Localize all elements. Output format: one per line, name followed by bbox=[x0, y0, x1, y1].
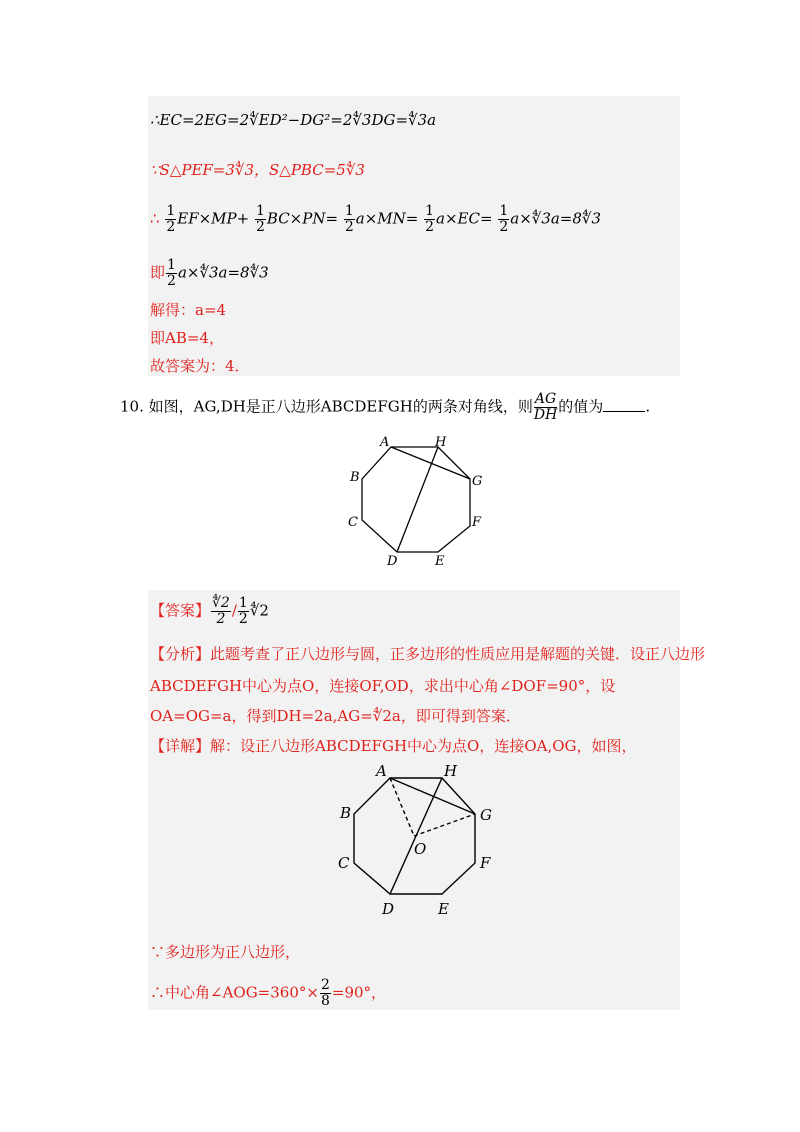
question-text: 如图，AG,DH是正八边形ABCDEFGH的两条对角线，则 bbox=[148, 397, 533, 416]
line-area: ∵S△PEF=3∜3，S△PBC=5∜3 bbox=[150, 161, 365, 179]
vertex-label-d: D bbox=[382, 900, 395, 918]
line-ji: 即 $\frac{1}{2}$ a×∜3a=8∜3 bbox=[150, 257, 269, 289]
line-solve: 解得：a=4 bbox=[150, 301, 227, 319]
line-answer: 故答案为：4． bbox=[150, 357, 250, 375]
vertex-label-e: E bbox=[438, 900, 449, 918]
vertex-label-b: B bbox=[340, 804, 352, 822]
analysis-line-2: ABCDEFGH中心为点O，连接OF,OD，求出中心角∠DOF=90°，设 bbox=[150, 677, 616, 695]
line-sum: ∴ $\frac{1}{2}$ EF×MP+ $\frac{1}{2}$ BC×PN= $\frac{1}{2}$ a×MN= $\frac{1}{2}$ a×EC= $\frac{1}{2}$ a×∜3a=8∜3 bbox=[150, 203, 602, 235]
solution-panel-previous bbox=[148, 96, 680, 376]
vertex-label-d: D bbox=[387, 554, 398, 569]
octagon-figure-1 bbox=[330, 430, 500, 575]
vertex-label-h: H bbox=[444, 762, 458, 780]
vertex-label-f: F bbox=[472, 515, 482, 530]
analysis-line-1: 【分析】此题考查了正八边形与圆，正多边形的性质应用是解题的关键．设正八边形 bbox=[150, 645, 706, 663]
center-label-o: O bbox=[414, 840, 427, 858]
detail-line: 【详解】解：设正八边形ABCDEFGH中心为点O，连接OA,OG，如图， bbox=[150, 737, 637, 755]
vertex-label-h: H bbox=[435, 435, 447, 450]
answer-line: 【答案】 $\frac{∜2}{2}$ / $\frac{1}{2}$ ∜2 bbox=[150, 595, 269, 627]
line-ec: ∴EC=2EG=2∜ED²−DG²=2∜3DG=∜3a bbox=[150, 111, 437, 129]
vertex-label-f: F bbox=[480, 854, 491, 872]
because-line: ∵多边形为正八边形， bbox=[150, 943, 301, 961]
vertex-label-a: A bbox=[376, 762, 387, 780]
vertex-label-c: C bbox=[348, 515, 358, 530]
vertex-label-g: G bbox=[472, 474, 483, 489]
octagon-figure-2 bbox=[330, 760, 510, 920]
question-10: 10. 如图，AG,DH是正八边形ABCDEFGH的两条对角线，则 $\frac{AG}{DH}$ 的值为 . bbox=[120, 391, 651, 423]
therefore-line: ∴中心角∠AOG=360°× $\frac{2}{8}$ =90°， bbox=[150, 977, 387, 1009]
vertex-label-c: C bbox=[338, 854, 350, 872]
vertex-label-e: E bbox=[435, 554, 445, 569]
vertex-label-a: A bbox=[380, 435, 390, 450]
vertex-label-g: G bbox=[480, 806, 492, 824]
answer-blank[interactable] bbox=[603, 397, 645, 412]
question-number: 10. bbox=[120, 397, 144, 416]
line-ab: 即AB=4， bbox=[150, 329, 224, 347]
vertex-label-b: B bbox=[350, 470, 360, 485]
analysis-line-3: OA=OG=a，得到DH=2a,AG=∜2a，即可得到答案． bbox=[150, 707, 521, 725]
